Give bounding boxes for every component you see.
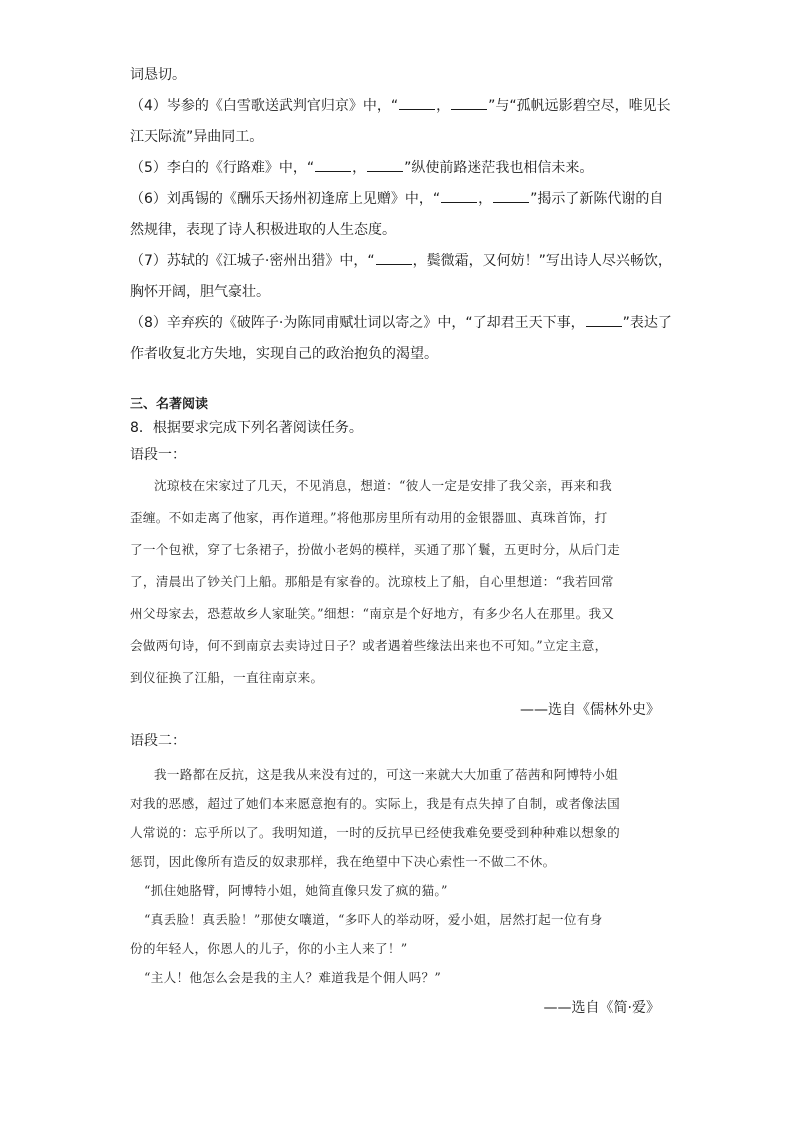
passage-line: 人常说的：忘乎所以了。我明知道，一时的反抗早已经使我难免要受到种种难以想象的 — [130, 825, 620, 840]
document-page — [130, 60, 672, 1024]
poetry-text: ”与“孤帆远影碧空尽，唯见长 — [488, 98, 671, 114]
poetry-text: （6）刘禹锡的《酬乐天扬州初逢席上见赠》中，“ — [130, 191, 441, 207]
poetry-line — [130, 308, 672, 339]
poetry-line — [130, 184, 664, 215]
segment2-label: 语段二： — [130, 733, 186, 749]
passage-line: 对我的恶感，超过了她们本来愿意抱有的。实际上，我是有点失掉了自制，或者像法国 — [130, 796, 620, 811]
poetry-text: 胸怀开阔，胆气豪壮。 — [130, 284, 270, 300]
poetry-text: ”纵使前路迷茫我也相信未来。 — [404, 160, 594, 176]
poetry-line — [130, 60, 664, 91]
answer-blank[interactable] — [376, 250, 412, 265]
answer-blank[interactable] — [451, 95, 487, 110]
answer-blank[interactable] — [586, 312, 622, 327]
poetry-questions — [130, 60, 672, 370]
poetry-text: 江天际流”异曲同工。 — [130, 129, 264, 145]
segment2-passage — [130, 760, 655, 992]
passage-line: 歪缠。不如走离了他家，再作道理。”将他那房里所有动用的金银器皿、真珠首饰，打 — [130, 510, 608, 525]
passage-line: 州父母家去，恐惹故乡人家耻笑。”细想：“南京是个好地方，有多少名人在那里。我又 — [130, 606, 615, 621]
segment1-label: 语段一： — [130, 447, 186, 463]
segment2-source: ——选自《简·爱》 — [543, 1000, 660, 1016]
passage-line: “抓住她胳臂，阿博特小姐，她简直像只发了疯的猫。” — [144, 883, 448, 898]
poetry-text: （4）岑参的《白雪歌送武判官归京》中，“ — [130, 98, 399, 114]
passage-line: 了一个包袱，穿了七条裙子，扮做小老妈的模样，买通了那丫鬟，五更时分，从后门走 — [130, 542, 620, 557]
passage-line: 份的年轻人，你恩人的儿子，你的小主人来了！” — [130, 941, 408, 956]
segment1-passage — [130, 470, 655, 694]
poetry-text: ”揭示了新陈代谢的自 — [530, 191, 664, 207]
answer-blank[interactable] — [367, 157, 403, 172]
answer-blank[interactable] — [399, 95, 435, 110]
poetry-text: 然规律，表现了诗人积极进取的人生态度。 — [130, 222, 396, 238]
poetry-line — [130, 91, 671, 122]
passage-line: 了，清晨出了钞关门上船。那船是有家眷的。沈琼枝上了船，自心里想道：“我若回常 — [130, 574, 614, 589]
passage-line: 会做两句诗，何不到南京去卖诗过日子？或者遇着些缘法出来也不可知。”立定主意， — [130, 638, 608, 653]
question-8: 8．根据要求完成下列名著阅读任务。 — [130, 420, 363, 436]
poetry-text: 词恳切。 — [130, 67, 186, 83]
poetry-line — [130, 246, 672, 277]
poetry-text: 作者收复北方失地，实现自己的政治抱负的渴望。 — [130, 346, 438, 362]
passage-line: “主人！他怎么会是我的主人？难道我是个佣人吗？” — [144, 970, 442, 985]
poetry-text: ，鬓微霜，又何妨！”写出诗人尽兴畅饮， — [412, 253, 672, 269]
passage-line: 沈琼枝在宋家过了几天，不见消息，想道：“彼人一定是安排了我父亲，再来和我 — [154, 478, 613, 493]
poetry-line — [130, 153, 664, 184]
poetry-line — [130, 277, 664, 308]
section-title: 三、名著阅读 — [130, 397, 209, 412]
passage-line: 到仪征换了江船，一直往南京来。 — [130, 670, 324, 685]
poetry-text: （7）苏轼的《江城子·密州出猎》中，“ — [130, 253, 375, 269]
poetry-line — [130, 122, 664, 153]
passage-line: 惩罚，因此像所有造反的奴隶那样，我在绝望中下决心索性一不做二不休。 — [130, 854, 556, 869]
poetry-text: ， — [478, 191, 493, 207]
answer-blank[interactable] — [315, 157, 351, 172]
poetry-text: （5）李白的《行路难》中，“ — [130, 160, 315, 176]
poetry-text: ， — [352, 160, 367, 176]
segment1-source: ——选自《儒林外史》 — [520, 702, 660, 718]
answer-blank[interactable] — [441, 188, 477, 203]
poetry-text: （8）辛弃疾的《破阵子·为陈同甫赋壮词以寄之》中，“了却君王天下事， — [130, 315, 585, 331]
passage-line: “真丢脸！真丢脸！”那使女嚷道，“多吓人的举动呀，爱小姐，居然打起一位有身 — [144, 912, 603, 927]
passage-line: 我一路都在反抗，这是我从来没有过的，可这一来就大大加重了蓓茜和阿博特小姐 — [154, 767, 619, 782]
answer-blank[interactable] — [493, 188, 529, 203]
poetry-line — [130, 339, 664, 370]
poetry-line — [130, 215, 664, 246]
poetry-text: ”表达了 — [622, 315, 672, 331]
poetry-text: ， — [436, 98, 451, 114]
